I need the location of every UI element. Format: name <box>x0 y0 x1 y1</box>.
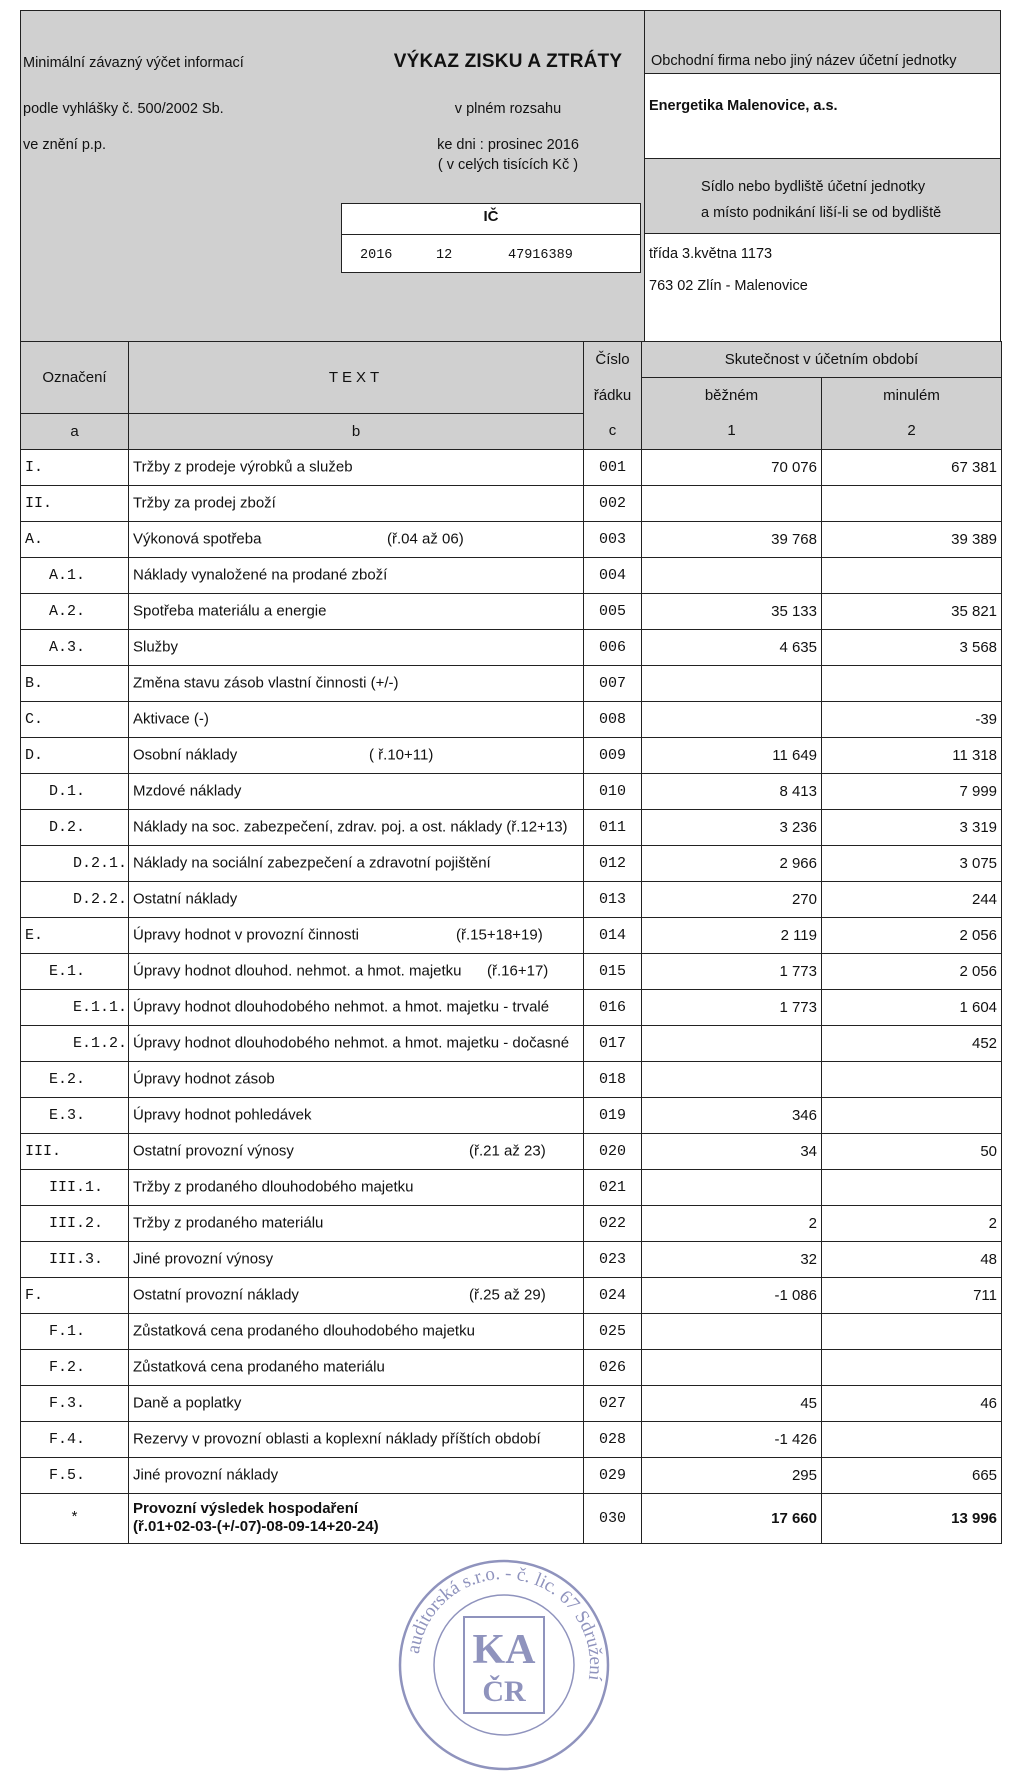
row-text <box>129 809 584 845</box>
address-box <box>645 233 1000 341</box>
row-code: II. <box>21 485 129 521</box>
row-code: E.3. <box>21 1097 129 1133</box>
row-current-value: 35 133 <box>642 593 822 629</box>
row-text <box>129 1205 584 1241</box>
row-label: Úpravy hodnot dlouhodobého nehmot. a hmot. majetku - dočasné <box>133 1034 570 1052</box>
row-number: 002 <box>584 485 642 521</box>
row-text <box>129 953 584 989</box>
row-current-value <box>642 665 822 701</box>
row-code: III.3. <box>21 1241 129 1277</box>
svg-text:KA: KA <box>472 1627 536 1673</box>
row-previous-value: 7 999 <box>822 773 1002 809</box>
statement-subtitle: v plném rozsahu <box>454 101 562 117</box>
row-label: Náklady na sociální zabezpečení a zdravotní pojištění <box>133 854 491 872</box>
row-previous-value <box>822 665 1002 701</box>
row-current-value: 1 773 <box>642 953 822 989</box>
row-number: 022 <box>584 1205 642 1241</box>
row-text <box>129 485 584 521</box>
row-code: A.3. <box>21 629 129 665</box>
row-code: B. <box>21 665 129 701</box>
row-previous-value: 39 389 <box>822 521 1002 557</box>
row-text <box>129 1025 584 1061</box>
row-previous-value: 2 056 <box>822 953 1002 989</box>
ic-month: 12 <box>436 248 453 263</box>
total-text-line-2: (ř.01+02-03-(+/-07)-08-09-14+20-24) <box>133 1518 379 1535</box>
row-code: D.1. <box>21 773 129 809</box>
col-current-sub: 1 <box>642 413 822 449</box>
table-row <box>21 1313 1002 1349</box>
firm-box <box>645 73 1000 159</box>
row-label: Ostatní náklady <box>133 890 238 908</box>
row-current-value: 70 076 <box>642 449 822 485</box>
total-row <box>21 1493 1002 1543</box>
row-number: 003 <box>584 521 642 557</box>
svg-text:ČR: ČR <box>482 1675 526 1708</box>
row-number: 010 <box>584 773 642 809</box>
row-current-value <box>642 1061 822 1097</box>
row-code: III.1. <box>21 1169 129 1205</box>
row-text <box>129 1313 584 1349</box>
row-text <box>129 881 584 917</box>
row-label: Spotřeba materiálu a energie <box>133 602 327 620</box>
row-text <box>129 557 584 593</box>
row-previous-value <box>822 557 1002 593</box>
row-number: 023 <box>584 1241 642 1277</box>
table-row <box>21 1385 1002 1421</box>
row-text <box>129 701 584 737</box>
row-code: C. <box>21 701 129 737</box>
row-current-value <box>642 1025 822 1061</box>
table-row <box>21 485 1002 521</box>
table-header-row-3 <box>21 413 1002 449</box>
row-number: 017 <box>584 1025 642 1061</box>
row-label: Osobní náklady <box>133 746 238 764</box>
table-row <box>21 557 1002 593</box>
row-current-value: 3 236 <box>642 809 822 845</box>
row-text <box>129 1457 584 1493</box>
total-previous: 13 996 <box>822 1493 1002 1543</box>
table-row <box>21 1133 1002 1169</box>
row-number: 019 <box>584 1097 642 1133</box>
row-label: Úpravy hodnot dlouhodobého nehmot. a hmot. majetku - trvalé <box>133 998 550 1016</box>
row-previous-value: 50 <box>822 1133 1002 1169</box>
table-row <box>21 1241 1002 1277</box>
row-current-value <box>642 1169 822 1205</box>
row-number: 024 <box>584 1277 642 1313</box>
row-current-value: 2 119 <box>642 917 822 953</box>
row-text <box>129 521 584 557</box>
row-number: 009 <box>584 737 642 773</box>
row-formula-note: (ř.16+17) <box>487 962 549 980</box>
row-text <box>129 1133 584 1169</box>
table-row <box>21 521 1002 557</box>
table-row <box>21 773 1002 809</box>
row-previous-value: 665 <box>822 1457 1002 1493</box>
row-text <box>129 449 584 485</box>
row-number: 029 <box>584 1457 642 1493</box>
table-row <box>21 881 1002 917</box>
total-current: 17 660 <box>642 1493 822 1543</box>
row-number: 008 <box>584 701 642 737</box>
row-number: 026 <box>584 1349 642 1385</box>
row-text <box>129 593 584 629</box>
table-row <box>21 701 1002 737</box>
row-label: Jiné provozní náklady <box>133 1466 279 1484</box>
col-designation-sub: a <box>21 413 129 449</box>
row-label: Ostatní provozní výnosy <box>133 1142 294 1160</box>
col-rowno-header-2: řádku <box>584 377 642 413</box>
row-code: A. <box>21 521 129 557</box>
total-code: * <box>21 1493 129 1543</box>
row-previous-value: 711 <box>822 1277 1002 1313</box>
row-formula-note: (ř.15+18+19) <box>456 926 543 944</box>
row-code: D.2.1. <box>21 845 129 881</box>
row-previous-value: 452 <box>822 1025 1002 1061</box>
row-number: 025 <box>584 1313 642 1349</box>
row-previous-value <box>822 1061 1002 1097</box>
auditor-stamp <box>394 1555 614 1775</box>
row-text <box>129 1277 584 1313</box>
row-label: Náklady vynaložené na prodané zboží <box>133 566 388 584</box>
firm-label: Obchodní firma nebo jiný název účetní jednotky <box>651 53 957 69</box>
row-current-value: 346 <box>642 1097 822 1133</box>
row-text <box>129 773 584 809</box>
row-code: F.4. <box>21 1421 129 1457</box>
row-text <box>129 917 584 953</box>
row-number: 004 <box>584 557 642 593</box>
row-label: Mzdové náklady <box>133 782 242 800</box>
seat-label-2: a místo podnikání liší-li se od bydliště <box>701 205 942 221</box>
row-number: 027 <box>584 1385 642 1421</box>
statement-sheet <box>20 10 1001 1544</box>
row-number: 015 <box>584 953 642 989</box>
row-label: Úpravy hodnot pohledávek <box>133 1106 312 1124</box>
row-label: Úpravy hodnot dlouhod. nehmot. a hmot. majetku <box>133 962 462 980</box>
row-previous-value <box>822 1313 1002 1349</box>
table-row <box>21 1277 1002 1313</box>
row-code: F.1. <box>21 1313 129 1349</box>
row-previous-value: 244 <box>822 881 1002 917</box>
row-current-value: 4 635 <box>642 629 822 665</box>
row-code: III.2. <box>21 1205 129 1241</box>
col-previous-sub: 2 <box>822 413 1002 449</box>
table-row <box>21 1349 1002 1385</box>
total-text-line-1: Provozní výsledek hospodaření <box>133 1500 359 1517</box>
table-row <box>21 1169 1002 1205</box>
row-code: F.3. <box>21 1385 129 1421</box>
row-label: Zůstatková cena prodaného materiálu <box>133 1358 385 1376</box>
row-text <box>129 1061 584 1097</box>
col-text-header: TEXT <box>129 341 584 413</box>
row-current-value: 2 <box>642 1205 822 1241</box>
row-number: 018 <box>584 1061 642 1097</box>
row-number: 013 <box>584 881 642 917</box>
regulation-line-3: ve znění p.p. <box>23 137 107 153</box>
row-current-value: 8 413 <box>642 773 822 809</box>
row-label: Tržby z prodaného materiálu <box>133 1214 324 1232</box>
row-text <box>129 1421 584 1457</box>
regulation-line-2: podle vyhlášky č. 500/2002 Sb. <box>23 101 224 117</box>
ic-number: 47916389 <box>508 248 573 263</box>
table-row <box>21 1421 1002 1457</box>
row-text <box>129 1097 584 1133</box>
col-rowno-sub: c <box>584 413 642 449</box>
row-previous-value: 3 075 <box>822 845 1002 881</box>
table-row <box>21 629 1002 665</box>
row-previous-value <box>822 1421 1002 1457</box>
row-label: Tržby z prodaného dlouhodobého majetku <box>133 1178 414 1196</box>
row-current-value <box>642 557 822 593</box>
row-previous-value: 46 <box>822 1385 1002 1421</box>
row-number: 007 <box>584 665 642 701</box>
row-code: III. <box>21 1133 129 1169</box>
income-statement-table <box>20 341 1002 1544</box>
form-header <box>20 10 1001 342</box>
row-previous-value: 3 319 <box>822 809 1002 845</box>
row-current-value: 39 768 <box>642 521 822 557</box>
table-row <box>21 989 1002 1025</box>
row-code: D.2.2. <box>21 881 129 917</box>
col-current-header: běžném <box>642 377 822 413</box>
row-number: 014 <box>584 917 642 953</box>
row-current-value <box>642 1313 822 1349</box>
row-number: 020 <box>584 1133 642 1169</box>
row-current-value: 270 <box>642 881 822 917</box>
col-previous-header: minulém <box>822 377 1002 413</box>
row-text <box>129 1385 584 1421</box>
ic-label: IČ <box>483 208 499 225</box>
row-number: 012 <box>584 845 642 881</box>
row-label: Ostatní provozní náklady <box>133 1286 299 1304</box>
row-code: E.1.2. <box>21 1025 129 1061</box>
row-previous-value: 67 381 <box>822 449 1002 485</box>
row-current-value <box>642 1349 822 1385</box>
statement-date: ke dni : prosinec 2016 <box>437 137 579 153</box>
row-current-value <box>642 701 822 737</box>
col-rowno-header-1: Číslo <box>584 341 642 377</box>
row-previous-value <box>822 1349 1002 1385</box>
row-label: Daně a poplatky <box>133 1394 242 1412</box>
row-number: 028 <box>584 1421 642 1457</box>
row-current-value: 11 649 <box>642 737 822 773</box>
row-previous-value: -39 <box>822 701 1002 737</box>
firm-name: Energetika Malenovice, a.s. <box>649 98 838 114</box>
row-code: F.2. <box>21 1349 129 1385</box>
row-text <box>129 629 584 665</box>
row-label: Tržby za prodej zboží <box>133 494 276 512</box>
row-current-value: 34 <box>642 1133 822 1169</box>
col-text-sub: b <box>129 413 584 449</box>
row-previous-value: 11 318 <box>822 737 1002 773</box>
table-row <box>21 665 1002 701</box>
regulation-line-1: Minimální závazný výčet informací <box>23 55 244 71</box>
row-code: I. <box>21 449 129 485</box>
row-number: 005 <box>584 593 642 629</box>
row-previous-value: 2 056 <box>822 917 1002 953</box>
row-text <box>129 989 584 1025</box>
total-row-number: 030 <box>584 1493 642 1543</box>
table-row <box>21 845 1002 881</box>
row-label: Služby <box>133 638 179 656</box>
row-formula-note: (ř.25 až 29) <box>469 1286 546 1304</box>
row-previous-value <box>822 1097 1002 1133</box>
row-label: Jiné provozní výnosy <box>133 1250 274 1268</box>
row-previous-value: 3 568 <box>822 629 1002 665</box>
row-previous-value: 1 604 <box>822 989 1002 1025</box>
row-label: Zůstatková cena prodaného dlouhodobého majetku <box>133 1322 475 1340</box>
table-row <box>21 917 1002 953</box>
row-label: Změna stavu zásob vlastní činnosti (+/-) <box>133 674 399 692</box>
row-label: Aktivace (-) <box>133 710 209 728</box>
row-label: Rezervy v provozní oblasti a koplexní náklady příštích období <box>133 1430 541 1448</box>
row-code: E.1.1. <box>21 989 129 1025</box>
row-text <box>129 1169 584 1205</box>
table-row <box>21 1025 1002 1061</box>
table-row <box>21 593 1002 629</box>
row-current-value: 32 <box>642 1241 822 1277</box>
statement-units: ( v celých tisících Kč ) <box>437 157 579 173</box>
row-label: Výkonová spotřeba <box>133 530 262 548</box>
row-previous-value <box>822 1169 1002 1205</box>
table-row <box>21 1097 1002 1133</box>
row-previous-value: 48 <box>822 1241 1002 1277</box>
row-code: D. <box>21 737 129 773</box>
row-number: 016 <box>584 989 642 1025</box>
row-current-value: 1 773 <box>642 989 822 1025</box>
table-row <box>21 449 1002 485</box>
statement-title: VÝKAZ ZISKU A ZTRÁTY <box>393 51 623 72</box>
row-text <box>129 737 584 773</box>
row-code: E.2. <box>21 1061 129 1097</box>
address-line-2: 763 02 Zlín - Malenovice <box>649 278 808 294</box>
row-label: Tržby z prodeje výrobků a služeb <box>133 458 353 476</box>
ic-box <box>341 203 641 273</box>
row-current-value: -1 426 <box>642 1421 822 1457</box>
table-row <box>21 737 1002 773</box>
row-code: E.1. <box>21 953 129 989</box>
total-text <box>129 1493 584 1543</box>
row-code: A.1. <box>21 557 129 593</box>
row-number: 021 <box>584 1169 642 1205</box>
table-row <box>21 1205 1002 1241</box>
seat-label-1: Sídlo nebo bydliště účetní jednotky <box>701 179 926 195</box>
row-previous-value <box>822 485 1002 521</box>
row-previous-value: 2 <box>822 1205 1002 1241</box>
row-text <box>129 665 584 701</box>
row-label: Úpravy hodnot zásob <box>133 1070 275 1088</box>
row-current-value <box>642 485 822 521</box>
row-formula-note: (ř.21 až 23) <box>469 1142 546 1160</box>
row-code: E. <box>21 917 129 953</box>
row-code: F. <box>21 1277 129 1313</box>
ic-year: 2016 <box>360 248 393 263</box>
row-number: 006 <box>584 629 642 665</box>
stamp-logo <box>464 1617 544 1713</box>
row-code: A.2. <box>21 593 129 629</box>
table-header-row-1 <box>21 341 1002 377</box>
col-designation-header: Označení <box>21 341 129 413</box>
row-label: Náklady na soc. zabezpečení, zdrav. poj. a ost. náklady (ř.12+13) <box>133 818 568 836</box>
row-current-value: 2 966 <box>642 845 822 881</box>
row-text <box>129 1349 584 1385</box>
row-code: D.2. <box>21 809 129 845</box>
col-period-header: Skutečnost v účetním období <box>642 341 1002 377</box>
row-number: 011 <box>584 809 642 845</box>
entity-panel <box>644 11 1000 341</box>
row-current-value: 295 <box>642 1457 822 1493</box>
row-formula-note: (ř.04 až 06) <box>387 530 464 548</box>
table-row <box>21 809 1002 845</box>
row-current-value: 45 <box>642 1385 822 1421</box>
row-text <box>129 845 584 881</box>
row-current-value: -1 086 <box>642 1277 822 1313</box>
row-code: F.5. <box>21 1457 129 1493</box>
stamp-ring-text: auditorská s.r.o. - č. lic. 67 Sdružení <box>402 1562 607 1683</box>
table-row <box>21 1457 1002 1493</box>
table-row <box>21 1061 1002 1097</box>
address-line-1: třída 3.května 1173 <box>649 246 773 262</box>
row-formula-note: ( ř.10+11) <box>369 746 434 764</box>
row-previous-value: 35 821 <box>822 593 1002 629</box>
row-text <box>129 1241 584 1277</box>
row-number: 001 <box>584 449 642 485</box>
table-row <box>21 953 1002 989</box>
row-label: Úpravy hodnot v provozní činnosti <box>133 926 359 944</box>
